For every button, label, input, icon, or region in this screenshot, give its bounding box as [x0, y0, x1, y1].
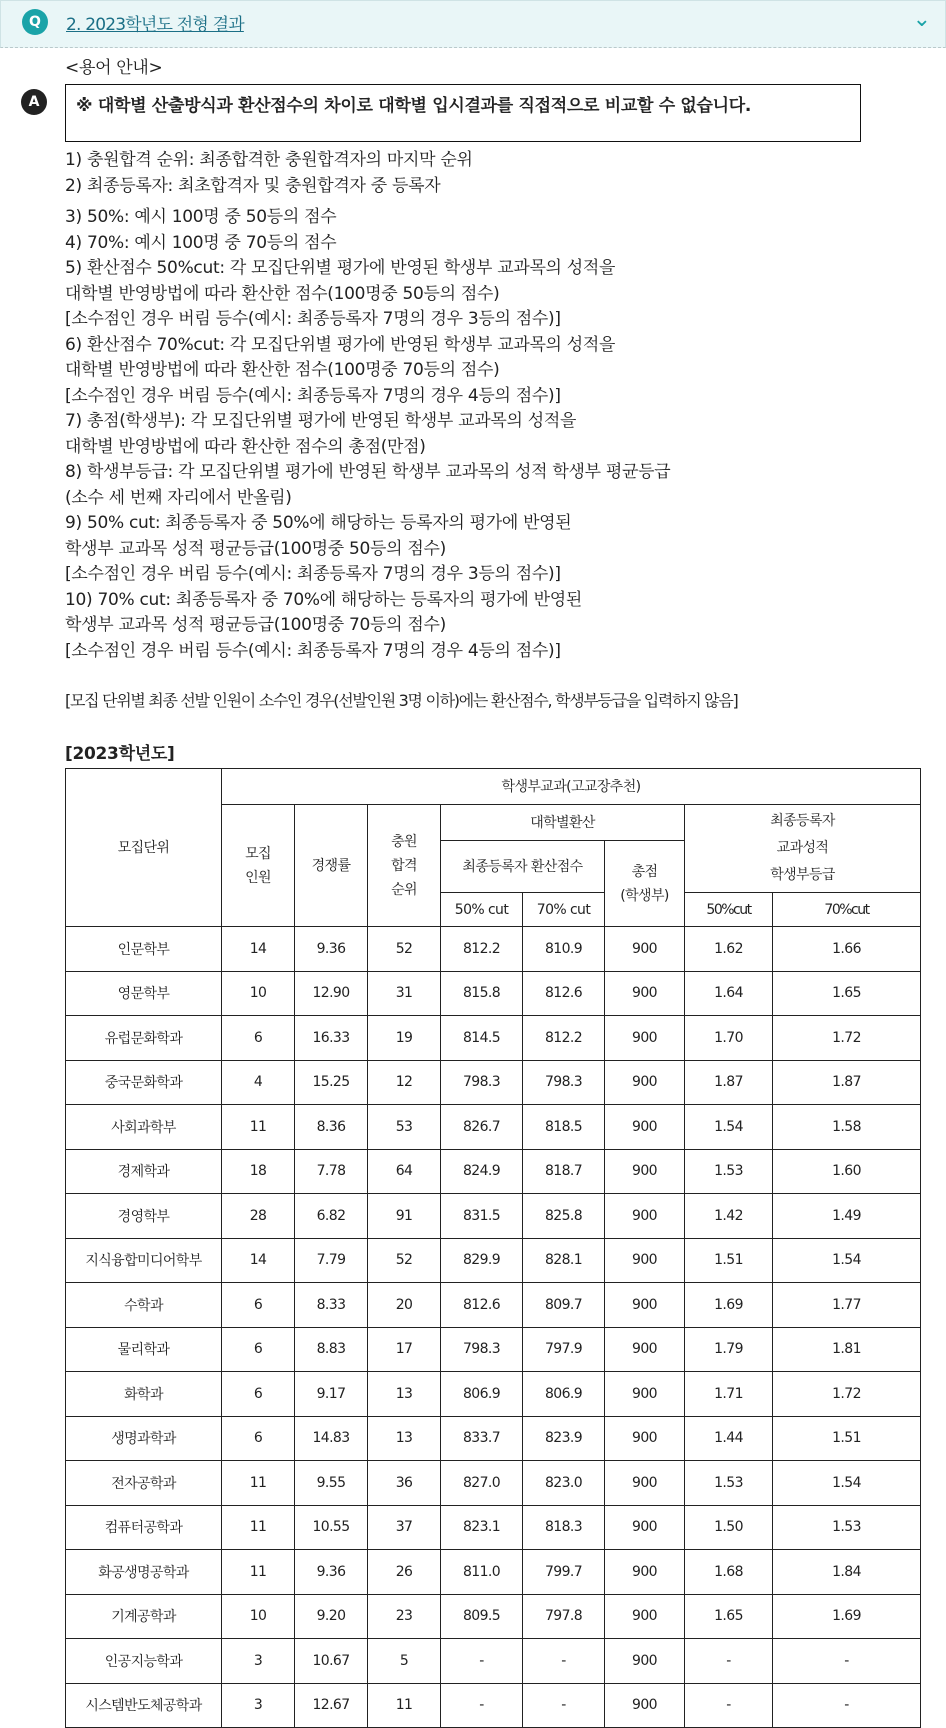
- results-table: [65, 768, 921, 1728]
- value-cell: 1.60: [773, 1149, 921, 1194]
- term-line: 대학별 반영방법에 따라 환산한 점수(100명중 70등의 점수): [65, 360, 500, 380]
- value-cell: 1.53: [685, 1149, 773, 1194]
- value-cell: 815.8: [441, 971, 523, 1016]
- table-row: [66, 1505, 921, 1550]
- value-cell: 13: [368, 1372, 441, 1417]
- header-ratio: 경쟁률: [295, 805, 368, 927]
- term-line: (소수 세 번째 자리에서 반올림): [65, 487, 292, 508]
- unit-cell: 생명과학과: [66, 1416, 222, 1461]
- value-cell: 7.78: [295, 1149, 368, 1194]
- table-row: [66, 1416, 921, 1461]
- table-row: [66, 971, 921, 1016]
- term-line: 9) 50% cut: 최종등록자 중 50%에 해당하는 등록자의 평가에 반영된: [65, 513, 572, 533]
- value-cell: 900: [605, 1505, 685, 1550]
- value-cell: 8.83: [295, 1327, 368, 1372]
- value-cell: 900: [605, 1550, 685, 1595]
- value-cell: 1.68: [685, 1550, 773, 1595]
- question-title-link[interactable]: 2. 2023학년도 전형 결과: [66, 15, 244, 35]
- value-cell: 900: [605, 1416, 685, 1461]
- value-cell: 1.69: [685, 1283, 773, 1328]
- value-cell: 17: [368, 1327, 441, 1372]
- question-header[interactable]: [0, 0, 946, 48]
- header-conv: 대학별환산: [441, 805, 685, 841]
- value-cell: 1.62: [685, 927, 773, 972]
- value-cell: 1.51: [773, 1416, 921, 1461]
- value-cell: 53: [368, 1105, 441, 1150]
- value-cell: 900: [605, 1594, 685, 1639]
- value-cell: 1.51: [685, 1238, 773, 1283]
- value-cell: 1.81: [773, 1327, 921, 1372]
- value-cell: 797.8: [523, 1594, 605, 1639]
- table-row: [66, 927, 921, 972]
- table-row: [66, 1639, 921, 1684]
- unit-cell: 화학과: [66, 1372, 222, 1417]
- value-cell: 1.72: [773, 1016, 921, 1061]
- year-label: [2023학년도]: [65, 744, 175, 764]
- unit-cell: 유럽문화학과: [66, 1016, 222, 1061]
- value-cell: 823.1: [441, 1505, 523, 1550]
- value-cell: 18: [222, 1149, 295, 1194]
- value-cell: 829.9: [441, 1238, 523, 1283]
- value-cell: -: [441, 1639, 523, 1684]
- value-cell: 19: [368, 1016, 441, 1061]
- value-cell: 1.44: [685, 1416, 773, 1461]
- value-cell: 28: [222, 1194, 295, 1239]
- value-cell: -: [441, 1683, 523, 1728]
- value-cell: 809.5: [441, 1594, 523, 1639]
- term-line: 7) 총점(학생부): 각 모집단위별 평가에 반영된 학생부 교과목의 성적을: [65, 411, 577, 431]
- header-group: 학생부교과(고교장추천): [222, 769, 921, 805]
- value-cell: 1.77: [773, 1283, 921, 1328]
- value-cell: 1.71: [685, 1372, 773, 1417]
- value-cell: 900: [605, 1105, 685, 1150]
- term-line: 5) 환산점수 50%cut: 각 모집단위별 평가에 반영된 학생부 교과목의 성적을: [65, 258, 616, 278]
- value-cell: 797.9: [523, 1327, 605, 1372]
- value-cell: 827.0: [441, 1461, 523, 1506]
- header-unit: 모집단위: [66, 769, 222, 927]
- value-cell: 900: [605, 1238, 685, 1283]
- unit-cell: 인문학부: [66, 927, 222, 972]
- value-cell: 11: [368, 1683, 441, 1728]
- value-cell: 900: [605, 1283, 685, 1328]
- value-cell: 818.3: [523, 1505, 605, 1550]
- header-quota: 모집 인원: [222, 805, 295, 927]
- value-cell: 9.55: [295, 1461, 368, 1506]
- term-list-a: [65, 148, 935, 199]
- value-cell: 833.7: [441, 1416, 523, 1461]
- value-cell: 812.6: [441, 1283, 523, 1328]
- unit-cell: 수학과: [66, 1283, 222, 1328]
- value-cell: 6: [222, 1283, 295, 1328]
- value-cell: 798.3: [441, 1327, 523, 1372]
- value-cell: 900: [605, 1639, 685, 1684]
- value-cell: 900: [605, 1461, 685, 1506]
- value-cell: 36: [368, 1461, 441, 1506]
- header-total: 총점 (학생부): [605, 841, 685, 927]
- value-cell: 1.53: [685, 1461, 773, 1506]
- value-cell: 799.7: [523, 1550, 605, 1595]
- value-cell: 20: [368, 1283, 441, 1328]
- value-cell: 37: [368, 1505, 441, 1550]
- value-cell: 6: [222, 1016, 295, 1061]
- unit-cell: 기계공학과: [66, 1594, 222, 1639]
- term-line: 6) 환산점수 70%cut: 각 모집단위별 평가에 반영된 학생부 교과목의 성적을: [65, 334, 616, 355]
- value-cell: 1.70: [685, 1016, 773, 1061]
- value-cell: 1.87: [773, 1060, 921, 1105]
- header-g50: 50%cut: [685, 893, 773, 927]
- value-cell: 1.72: [773, 1372, 921, 1417]
- unit-cell: 중국문화학과: [66, 1060, 222, 1105]
- value-cell: 1.69: [773, 1594, 921, 1639]
- value-cell: 9.20: [295, 1594, 368, 1639]
- value-cell: -: [773, 1683, 921, 1728]
- value-cell: 9.36: [295, 927, 368, 972]
- value-cell: -: [773, 1639, 921, 1684]
- value-cell: 806.9: [441, 1372, 523, 1417]
- value-cell: 12.67: [295, 1683, 368, 1728]
- value-cell: 3: [222, 1683, 295, 1728]
- table-row: [66, 1372, 921, 1417]
- term-line: 8) 학생부등급: 각 모집단위별 평가에 반영된 학생부 교과목의 성적 학생부 평균등급: [65, 462, 671, 482]
- chevron-down-icon[interactable]: ⌄: [912, 7, 931, 32]
- answer-content: [65, 56, 935, 1728]
- value-cell: 900: [605, 1372, 685, 1417]
- unit-cell: 전자공학과: [66, 1461, 222, 1506]
- value-cell: -: [523, 1639, 605, 1684]
- table-row: [66, 1283, 921, 1328]
- selection-note: [모집 단위별 최종 선발 인원이 소수인 경우(선발인원 3명 이하)에는 환산점수, 학생부등급을 입력하지 않음]: [65, 691, 738, 710]
- value-cell: 825.8: [523, 1194, 605, 1239]
- table-row: [66, 1016, 921, 1061]
- value-cell: 1.54: [685, 1105, 773, 1150]
- value-cell: 826.7: [441, 1105, 523, 1150]
- term-line: [소수점인 경우 버림 등수(예시: 최종등록자 7명의 경우 3등의 점수)]: [65, 564, 561, 584]
- value-cell: 7.79: [295, 1238, 368, 1283]
- table-row: [66, 1238, 921, 1283]
- header-c70: 70% cut: [523, 893, 605, 927]
- value-cell: 812.6: [523, 971, 605, 1016]
- value-cell: 900: [605, 1683, 685, 1728]
- term-list-b: [65, 205, 935, 664]
- value-cell: 14.83: [295, 1416, 368, 1461]
- table-row: [66, 1327, 921, 1372]
- term-line: [소수점인 경우 버림 등수(예시: 최종등록자 7명의 경우 3등의 점수)]: [65, 309, 561, 329]
- guide-title: <용어 안내>: [65, 58, 163, 78]
- value-cell: 6: [222, 1416, 295, 1461]
- value-cell: 12: [368, 1060, 441, 1105]
- value-cell: 9.17: [295, 1372, 368, 1417]
- value-cell: 1.54: [773, 1238, 921, 1283]
- value-cell: 1.87: [685, 1060, 773, 1105]
- value-cell: 1.50: [685, 1505, 773, 1550]
- value-cell: 10: [222, 1594, 295, 1639]
- value-cell: 13: [368, 1416, 441, 1461]
- unit-cell: 시스템반도체공학과: [66, 1683, 222, 1728]
- value-cell: 52: [368, 1238, 441, 1283]
- value-cell: 10.55: [295, 1505, 368, 1550]
- unit-cell: 물리학과: [66, 1327, 222, 1372]
- value-cell: 818.5: [523, 1105, 605, 1150]
- value-cell: 818.7: [523, 1149, 605, 1194]
- value-cell: 809.7: [523, 1283, 605, 1328]
- table-row: [66, 1461, 921, 1506]
- value-cell: 900: [605, 1016, 685, 1061]
- value-cell: 64: [368, 1149, 441, 1194]
- value-cell: -: [685, 1683, 773, 1728]
- header-grade: 최종등록자 교과성적 학생부등급: [685, 805, 921, 893]
- value-cell: 1.64: [685, 971, 773, 1016]
- value-cell: 900: [605, 1194, 685, 1239]
- value-cell: -: [685, 1639, 773, 1684]
- value-cell: 31: [368, 971, 441, 1016]
- value-cell: 5: [368, 1639, 441, 1684]
- value-cell: 1.42: [685, 1194, 773, 1239]
- value-cell: 10: [222, 971, 295, 1016]
- unit-cell: 경제학과: [66, 1149, 222, 1194]
- value-cell: 8.33: [295, 1283, 368, 1328]
- value-cell: 831.5: [441, 1194, 523, 1239]
- value-cell: 1.49: [773, 1194, 921, 1239]
- header-g70: 70%cut: [773, 893, 921, 927]
- value-cell: 810.9: [523, 927, 605, 972]
- value-cell: 52: [368, 927, 441, 972]
- value-cell: 824.9: [441, 1149, 523, 1194]
- header-c50: 50% cut: [441, 893, 523, 927]
- value-cell: 6: [222, 1327, 295, 1372]
- value-cell: 828.1: [523, 1238, 605, 1283]
- value-cell: 3: [222, 1639, 295, 1684]
- value-cell: 1.79: [685, 1327, 773, 1372]
- value-cell: 11: [222, 1461, 295, 1506]
- value-cell: 11: [222, 1505, 295, 1550]
- value-cell: 26: [368, 1550, 441, 1595]
- unit-cell: 인공지능학과: [66, 1639, 222, 1684]
- unit-cell: 사회과학부: [66, 1105, 222, 1150]
- table-row: [66, 1594, 921, 1639]
- term-line: 학생부 교과목 성적 평균등급(100명중 50등의 점수): [65, 538, 446, 559]
- term-line: 3) 50%: 예시 100명 중 50등의 점수: [65, 207, 337, 227]
- value-cell: 15.25: [295, 1060, 368, 1105]
- term-line: 학생부 교과목 성적 평균등급(100명중 70등의 점수): [65, 615, 446, 635]
- value-cell: 12.90: [295, 971, 368, 1016]
- value-cell: 23: [368, 1594, 441, 1639]
- value-cell: 11: [222, 1550, 295, 1595]
- value-cell: 4: [222, 1060, 295, 1105]
- value-cell: 806.9: [523, 1372, 605, 1417]
- value-cell: 1.84: [773, 1550, 921, 1595]
- header-rank: 충원 합격 순위: [368, 805, 441, 927]
- value-cell: 11: [222, 1105, 295, 1150]
- value-cell: 6: [222, 1372, 295, 1417]
- value-cell: 812.2: [523, 1016, 605, 1061]
- value-cell: 814.5: [441, 1016, 523, 1061]
- value-cell: 798.3: [441, 1060, 523, 1105]
- term-line: [소수점인 경우 버림 등수(예시: 최종등록자 7명의 경우 4등의 점수)]: [65, 385, 561, 406]
- value-cell: 6.82: [295, 1194, 368, 1239]
- value-cell: 1.53: [773, 1505, 921, 1550]
- value-cell: 1.58: [773, 1105, 921, 1150]
- value-cell: 1.65: [773, 971, 921, 1016]
- value-cell: 8.36: [295, 1105, 368, 1150]
- notice-box: ※ 대학별 산출방식과 환산점수의 차이로 대학별 입시결과를 직접적으로 비교할 수 없습니다.: [65, 84, 861, 142]
- term-line: 1) 충원합격 순위: 최종합격한 충원합격자의 마지막 순위: [65, 150, 473, 170]
- value-cell: 798.3: [523, 1060, 605, 1105]
- table-row: [66, 1149, 921, 1194]
- value-cell: -: [523, 1683, 605, 1728]
- table-row: [66, 1683, 921, 1728]
- table-row: [66, 1105, 921, 1150]
- value-cell: 10.67: [295, 1639, 368, 1684]
- value-cell: 14: [222, 1238, 295, 1283]
- value-cell: 900: [605, 1060, 685, 1105]
- unit-cell: 영문학부: [66, 971, 222, 1016]
- table-row: [66, 1194, 921, 1239]
- value-cell: 900: [605, 971, 685, 1016]
- value-cell: 1.65: [685, 1594, 773, 1639]
- unit-cell: 화공생명공학과: [66, 1550, 222, 1595]
- term-line: 대학별 반영방법에 따라 환산한 점수(100명중 50등의 점수): [65, 283, 500, 304]
- term-line: 4) 70%: 예시 100명 중 70등의 점수: [65, 232, 337, 253]
- value-cell: 900: [605, 927, 685, 972]
- value-cell: 9.36: [295, 1550, 368, 1595]
- value-cell: 1.66: [773, 927, 921, 972]
- value-cell: 91: [368, 1194, 441, 1239]
- value-cell: 14: [222, 927, 295, 972]
- term-line: 2) 최종등록자: 최초합격자 및 충원합격자 중 등록자: [65, 175, 441, 196]
- header-conv-score: 최종등록자 환산점수: [441, 841, 605, 893]
- value-cell: 823.9: [523, 1416, 605, 1461]
- unit-cell: 지식융합미디어학부: [66, 1238, 222, 1283]
- term-line: 10) 70% cut: 최종등록자 중 70%에 해당하는 등록자의 평가에 반영된: [65, 589, 582, 610]
- unit-cell: 컴퓨터공학과: [66, 1505, 222, 1550]
- value-cell: 812.2: [441, 927, 523, 972]
- term-line: [소수점인 경우 버림 등수(예시: 최종등록자 7명의 경우 4등의 점수)]: [65, 640, 561, 661]
- value-cell: 811.0: [441, 1550, 523, 1595]
- term-line: 대학별 반영방법에 따라 환산한 점수의 총점(만점): [65, 436, 426, 457]
- unit-cell: 경영학부: [66, 1194, 222, 1239]
- question-badge: Q: [22, 9, 48, 35]
- value-cell: 823.0: [523, 1461, 605, 1506]
- value-cell: 900: [605, 1327, 685, 1372]
- value-cell: 900: [605, 1149, 685, 1194]
- value-cell: 1.54: [773, 1461, 921, 1506]
- table-row: [66, 1550, 921, 1595]
- table-row: [66, 1060, 921, 1105]
- answer-badge: A: [21, 89, 47, 115]
- value-cell: 16.33: [295, 1016, 368, 1061]
